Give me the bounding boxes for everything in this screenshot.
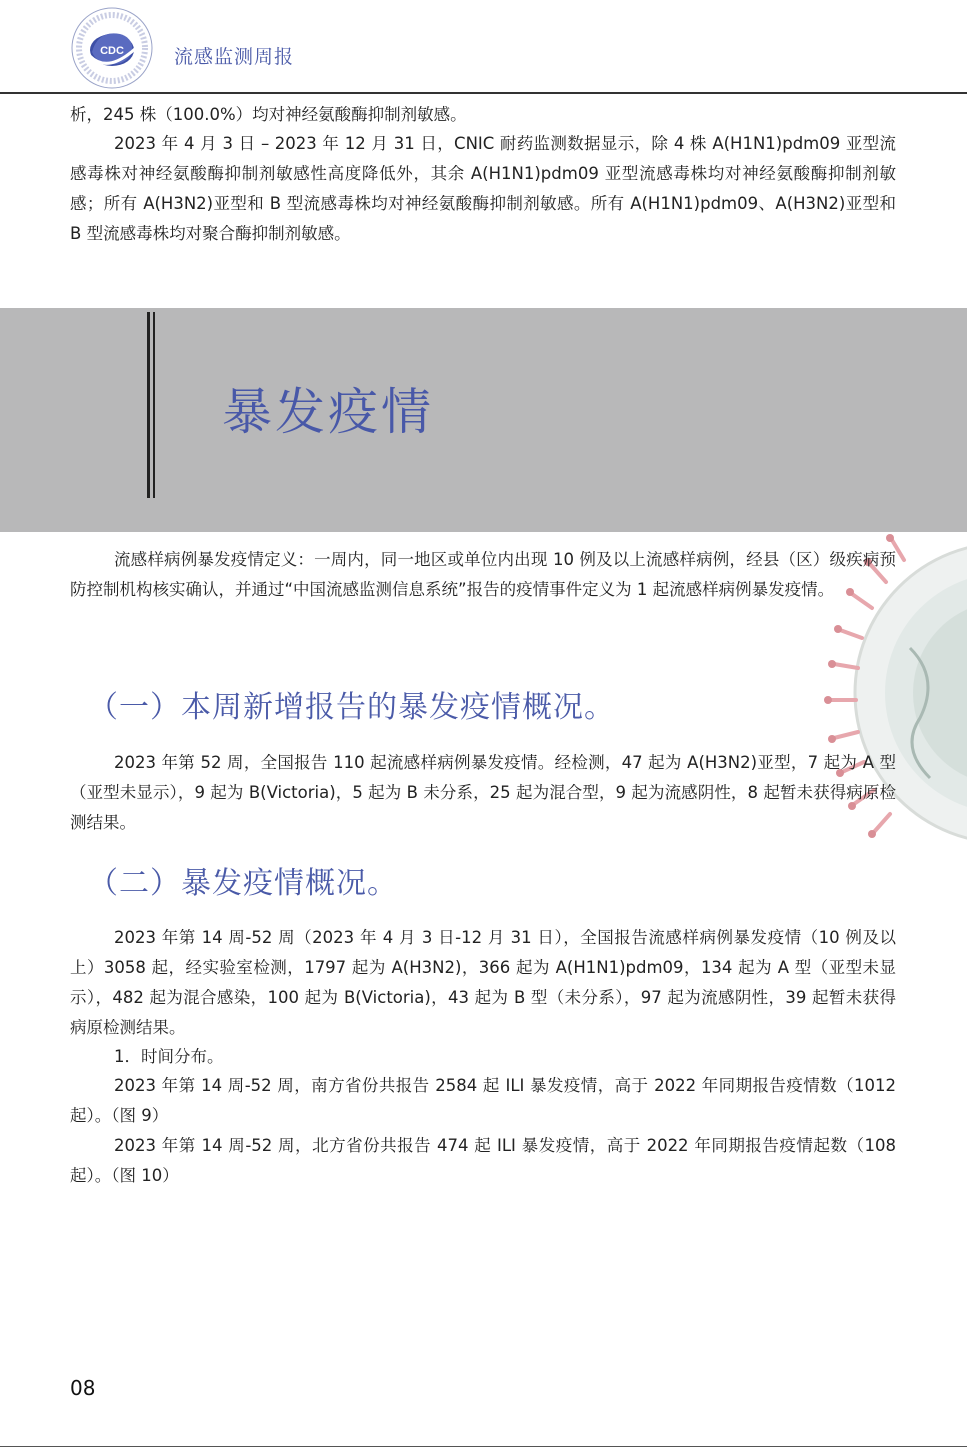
header-divider bbox=[0, 92, 967, 94]
header-title: 流感监测周报 bbox=[174, 46, 295, 68]
banner-bar bbox=[147, 312, 150, 498]
logo-text: CDC bbox=[100, 45, 124, 57]
cdc-logo-icon bbox=[68, 4, 156, 92]
page-number: 08 bbox=[70, 1376, 96, 1400]
north-provinces-paragraph: 2023 年第 14 周-52 周，北方省份共报告 474 起 ILI 暴发疫情，高于 2022 年同期报告疫情起数（108 起）。（图 10） bbox=[70, 1136, 896, 1185]
intro-continuation: 析，245 株（100.0%）均对神经氨酸酶抑制剂敏感。 bbox=[70, 105, 467, 124]
banner-bar bbox=[153, 312, 155, 498]
section2-heading: （二）暴发疫情概况。 bbox=[88, 866, 398, 901]
outbreak-definition: 流感样病例暴发疫情定义：一周内，同一地区或单位内出现 10 例及以上流感样病例，经县（区）级疾病预防控制机构核实确认，并通过“中国流感监测信息系统”报告的疫情事件定义为 1 起流感样病例暴发疫情。 bbox=[70, 550, 896, 599]
south-provinces-paragraph: 2023 年第 14 周-52 周，南方省份共报告 2584 起 ILI 暴发疫情，高于 2022 年同期报告疫情数（1012 起）。（图 9） bbox=[70, 1076, 896, 1125]
footer-divider bbox=[0, 1446, 967, 1447]
page-header bbox=[0, 0, 967, 94]
intro-resistance-paragraph: 2023 年 4 月 3 日 – 2023 年 12 月 31 日，CNIC 耐药监测数据显示，除 4 株 A(H1N1)pdm09 亚型流感毒株对神经氨酸酶抑制剂敏感性高度降低外，其余 A(H1N1)pdm09 亚型流感毒株均对神经氨酸酶抑制剂敏感；所有 A(H3N2)亚型和 B 型流感毒株均对神经氨酸酶抑制剂敏感。所有 A(H1N1)pdm09、A(H3N2)亚型和 B 型流感毒株均对聚合酶抑制剂敏感。 bbox=[70, 134, 896, 243]
section2-body: 2023 年第 14 周-52 周（2023 年 4 月 3 日-12 月 31 日），全国报告流感样病例暴发疫情（10 例及以上）3058 起，经实验室检测，1797 起为 A(H3N2)，366 起为 A(H1N1)pdm09，134 起为 A 型（亚型未显示），482 起为混合感染，100 起为 B(Victoria)，43 起为 B 型（未分系），97 起为流感阴性，39 起暂未获得病原检测结果。 bbox=[70, 928, 896, 1037]
section1-heading: （一）本周新增报告的暴发疫情概况。 bbox=[88, 690, 615, 725]
section-banner bbox=[0, 308, 967, 532]
time-distribution-subhead: 1．时间分布。 bbox=[114, 1047, 224, 1066]
banner-title: 暴发疫情 bbox=[222, 383, 434, 441]
section1-body: 2023 年第 52 周，全国报告 110 起流感样病例暴发疫情。经检测，47 起为 A(H3N2)亚型，7 起为 A 型（亚型未显示），9 起为 B(Victoria)，5 起为 B 未分系，25 起为混合型，9 起为流感阴性，8 起暂未获得病原检测结果。 bbox=[70, 753, 896, 832]
